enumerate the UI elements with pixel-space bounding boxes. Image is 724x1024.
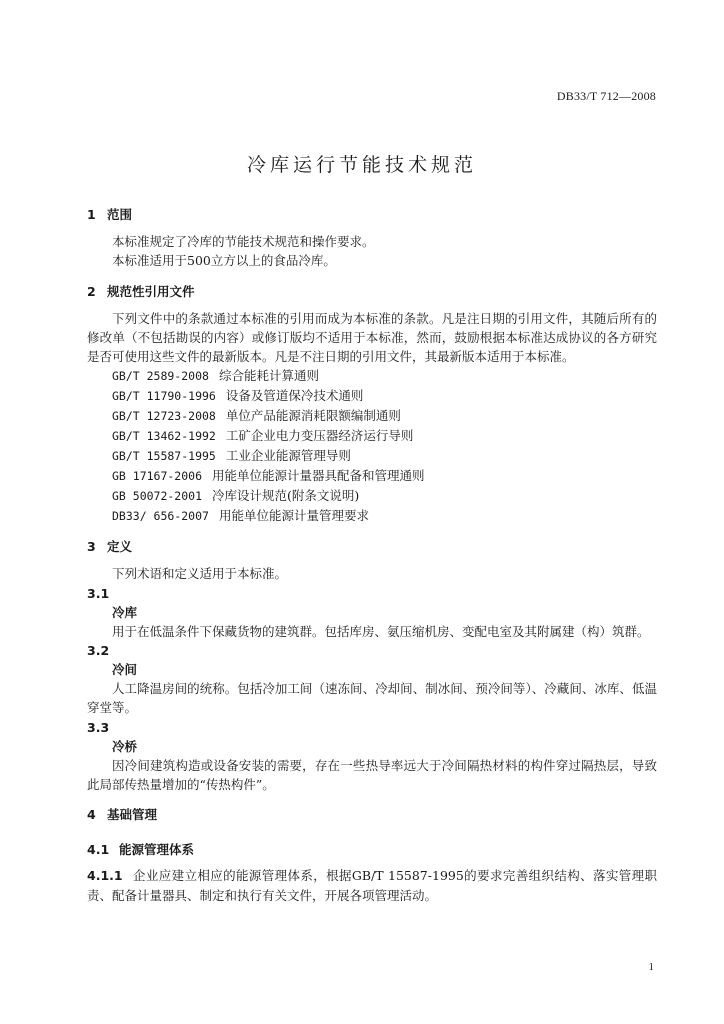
term-name: 冷库 (112, 604, 138, 620)
section-heading-scope (87, 204, 657, 226)
section-title: 定义 (107, 539, 133, 555)
reference-code: GB/T 13462-1992 (112, 429, 216, 444)
document-title: 冷库运行节能技术规范 (246, 154, 477, 176)
reference-title: 工业企业能源管理导则 (225, 448, 351, 464)
section-title: 基础管理 (107, 807, 158, 823)
reference-item (87, 366, 657, 386)
reference-list (87, 366, 657, 526)
reference-item (87, 386, 657, 406)
reference-item (87, 466, 657, 486)
section-number: 2 (87, 283, 96, 299)
reference-title: 单位产品能源消耗限额编制通则 (225, 408, 401, 424)
clause-text: 企业应建立相应的能源管理体系，根据GB/T 15587-1995的要求完善组织结构、落实管理职责、配备计量器具、制定和执行有关文件，开展各项管理活动。 (87, 868, 657, 903)
reference-item (87, 426, 657, 446)
reference-title: 设备及管道保冷技术通则 (225, 388, 364, 404)
reference-item (87, 486, 657, 506)
term-number: 3.3 (87, 719, 110, 735)
paragraph: 本标准适用于500立方以上的食品冷库。 (112, 253, 336, 269)
reference-title: 用能单位能源计量管理要求 (218, 508, 369, 524)
section-heading-definitions (87, 536, 657, 558)
reference-code: GB/T 12723-2008 (112, 409, 216, 424)
term-definition: 人工降温房间的统称。包括冷加工间（速冻间、冷却间、制冰间、预冷间等）、冷藏间、冰库、低温穿堂等。 (87, 681, 657, 716)
term-name: 冷间 (112, 662, 138, 678)
reference-item (87, 506, 657, 526)
term-number: 3.1 (87, 585, 110, 601)
reference-code: GB/T 15587-1995 (112, 449, 216, 464)
reference-title: 综合能耗计算通则 (218, 368, 319, 384)
reference-title: 冷库设计规范(附条文说明) (212, 488, 360, 504)
paragraph: 本标准规定了冷库的节能技术规范和操作要求。 (112, 234, 375, 249)
reference-item (87, 406, 657, 426)
paragraph: 下列术语和定义适用于本标准。 (112, 566, 288, 582)
page-number: 1 (648, 961, 654, 973)
section-heading-normative-references (87, 281, 657, 303)
reference-code: GB 50072-2001 (112, 489, 203, 504)
reference-code: GB 17167-2006 (112, 469, 203, 484)
paragraph: 下列文件中的条款通过本标准的引用而成为本标准的条款。凡是注日期的引用文件，其随后所有的修改单（不包括勘误的内容）或修订版均不适用于本标准，然而，鼓励根据本标准达成协议的各方研究是否可使用这些文件的最新版本。凡是不注日期的引用文件，其最新版本适用于本标准。 (87, 310, 657, 365)
clause-number: 4.1.1 (87, 868, 123, 884)
term-definition: 因冷间建筑构造或设备安装的需要，存在一些热导率远大于冷间隔热材料的构件穿过隔热层，导致此局部传热量增加的“传热构件”。 (87, 757, 657, 792)
subsection-heading-energy-management-system (87, 840, 657, 860)
reference-code: GB/T 11790-1996 (112, 389, 216, 404)
section-number: 4 (87, 807, 96, 823)
reference-code: DB33/ 656-2007 (112, 509, 209, 524)
document-body (87, 204, 657, 905)
clause-paragraph (87, 866, 657, 905)
section-number: 1 (87, 207, 96, 222)
section-number: 3 (87, 539, 96, 555)
document-code: DB33/T 712—2008 (556, 89, 656, 103)
reference-title: 工矿企业电力变压器经济运行导则 (225, 428, 414, 444)
term-number: 3.2 (87, 643, 110, 659)
term-name: 冷桥 (112, 738, 138, 754)
subsection-title: 能源管理体系 (119, 842, 195, 858)
subsection-number: 4.1 (87, 842, 110, 858)
term-definition: 用于在低温条件下保藏货物的建筑群。包括库房、氨压缩机房、变配电室及其附属建（构）筑群。 (112, 623, 650, 639)
reference-title: 用能单位能源计量器具配备和管理通则 (212, 468, 425, 484)
section-title: 规范性引用文件 (107, 283, 195, 299)
section-title: 范围 (107, 207, 133, 222)
reference-code: GB/T 2589-2008 (112, 369, 209, 384)
reference-item (87, 446, 657, 466)
section-heading-basic-management (87, 804, 657, 826)
